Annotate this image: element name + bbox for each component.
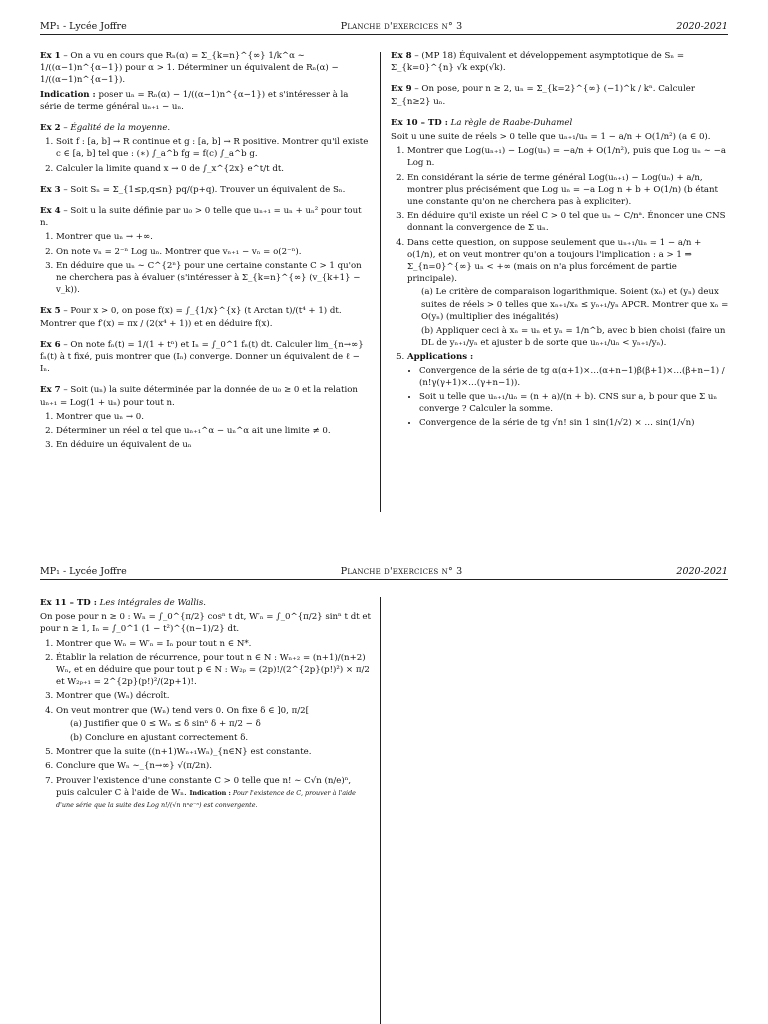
list-item: 2. Établir la relation de récurrence, pour tout n ∈ N : Wₙ₊₂ = (n+1)/(n+2) Wₙ, et en déduire que pour tout p ∈ N : W₂ₚ = (2p)!/(2^{2p}(p!)²) × π/2 et W₂ₚ₊₁ = 2^{2p}(p!)²/(2p+1)!. bbox=[56, 652, 372, 689]
exercise-text: – Soit (uₙ) la suite déterminée par la donnée de u₀ ≥ 0 et la relation uₙ₊₁ = Log(1 + uₙ) pour tout n. bbox=[40, 385, 358, 408]
column-divider bbox=[380, 597, 381, 1024]
list-item: 6. Conclure que Wₙ ∼_{n→∞} √(π/2n). bbox=[56, 760, 372, 772]
exercise-label: Ex 5 bbox=[40, 306, 61, 317]
exercise-title: Les intégrales de Wallis. bbox=[99, 598, 207, 608]
exercise-label: Ex 9 bbox=[391, 84, 412, 95]
list-item: 2. On note vₙ = 2⁻ⁿ Log uₙ. Montrer que vₙ₊₁ − vₙ = o(2⁻ⁿ). bbox=[56, 246, 372, 258]
exercise-title: Égalité de la moyenne. bbox=[70, 123, 171, 134]
left-column bbox=[40, 50, 372, 460]
bullet-item: • Soit u telle que uₙ₊₁/uₙ = (n + a)/(n + b). CNS sur a, b pour que Σ uₙ converge ? Calculer la somme. bbox=[419, 391, 729, 415]
page-header bbox=[40, 563, 728, 580]
page-header bbox=[40, 18, 728, 35]
list-item: 1. Montrer que uₙ → 0. bbox=[56, 411, 372, 423]
list-item: 3. Montrer que (Wₙ) décroît. bbox=[56, 690, 372, 702]
list-item: 2. Déterminer un réel α tel que uₙ₊₁^α − uₙ^α ait une limite ≠ 0. bbox=[56, 425, 372, 437]
column-divider bbox=[380, 52, 381, 512]
list-item: 2. Calculer la limite quand x → 0 de ∫_x^{2x} e^t/t dt. bbox=[56, 163, 372, 175]
exercise-11 bbox=[40, 597, 372, 811]
header-title: Planche d'exercices n° 3 bbox=[340, 21, 463, 32]
exercise-text: – (MP 18) Équivalent et développement asymptotique de Sₙ = Σ_{k=0}^{n} √k exp(√k). bbox=[391, 51, 685, 74]
exercise-label: Ex 7 bbox=[40, 385, 61, 396]
exercise-8 bbox=[391, 50, 729, 74]
worksheet-page-2 bbox=[0, 545, 768, 1024]
exercise-intro: On pose pour n ≥ 0 : Wₙ = ∫_0^{π/2} cosⁿ t dt, W′ₙ = ∫_0^{π/2} sinⁿ t dt et pour n ≥ 1, Iₙ = ∫_0^1 (1 − t²)^{(n−1)/2} dt. bbox=[40, 612, 371, 635]
hint-label: Indication : bbox=[189, 788, 231, 797]
list-item bbox=[56, 705, 372, 745]
exercise-7 bbox=[40, 384, 372, 451]
exercise-4 bbox=[40, 205, 372, 296]
sub-item: (a) Justifier que 0 ≤ Wₙ ≤ δ sinⁿ δ + π/2 − δ bbox=[70, 718, 261, 729]
exercise-label: Ex 10 – TD : bbox=[391, 117, 448, 128]
list-item: 2. En considérant la série de terme général Log(uₙ₊₁) − Log(uₙ) + a/n, montrer plus précisément que Log uₙ = −a Log n + b + O(1/n) (b étant une constante qu'on ne cherchera pas à expliciter). bbox=[407, 172, 729, 209]
list-item-text: Prouver l'existence d'une constante C > 0 telle que n! ∼ C√n (n/e)ⁿ, puis calculer C à l'aide de Wₙ. bbox=[56, 775, 352, 798]
sub-item: (b) Appliquer ceci à xₙ = uₙ et yₙ = 1/n^b, avec b bien choisi (faire un DL de yₙ₊₁/yₙ et ajuster b de sorte que uₙ₊₁/uₙ < yₙ₊₁/yₙ). bbox=[421, 326, 726, 349]
exercise-text: – Soit u la suite définie par u₀ > 0 telle que uₙ₊₁ = uₙ + uₙ² pour tout n. bbox=[40, 206, 362, 229]
header-left: MP₁ - Lycée Joffre bbox=[40, 21, 127, 32]
exercise-label: Ex 6 bbox=[40, 339, 61, 350]
exercise-2: Ex 2 – Égalité de la moyenne. 1. Soit f : [a, b] → R continue et g : [a, b] → R positive. Montrer qu'il existe c ∈ [a, b] tel que : (∗) ∫_a^b fg = f(c) ∫_a^b g. 2. Calculer la limite quand x → 0 de ∫_x^{2x} e^t/t dt. bbox=[40, 122, 372, 175]
list-item bbox=[407, 237, 729, 350]
exercise-3 bbox=[40, 184, 372, 196]
exercise-label: Ex 8 bbox=[391, 51, 412, 61]
exercise-text: – On note fₙ(t) = 1/(1 + tⁿ) et Iₙ = ∫_0^1 fₙ(t) dt. Calculer lim_{n→∞} fₙ(t) à t fixé, puis montrer que (Iₙ) converge. Donner un équivalent de ℓ − Iₙ. bbox=[40, 339, 364, 375]
exercise-title: La règle de Raabe-Duhamel bbox=[450, 117, 573, 128]
exercise-label: Ex 1 bbox=[40, 51, 61, 61]
exercise-5 bbox=[40, 305, 372, 329]
list-item-text: On veut montrer que (Wₙ) tend vers 0. On fixe δ ∈ ]0, π/2[ bbox=[56, 705, 309, 716]
hint-label: Indication : bbox=[40, 89, 96, 100]
list-item: 1. Montrer que uₙ → +∞. bbox=[56, 231, 372, 243]
hint-text: poser uₙ = Rₙ(α) − 1/((α−1)n^{α−1}) et s'intéresser à la série de terme général uₙ₊₁ − uₙ. bbox=[40, 89, 349, 112]
list-item-text: Dans cette question, on suppose seulement que uₙ₊₁/uₙ = 1 − a/n + o(1/n), et on veut montrer qu'on a toujours l'implication : a > 1 ⇒ Σ_{n=0}^{∞} uₙ < +∞ (mais on n'a plus forcément de partie principale). bbox=[407, 237, 702, 285]
exercise-10 bbox=[391, 117, 729, 430]
applications-label: Applications : bbox=[407, 352, 474, 363]
list-item: 1. Montrer que Log(uₙ₊₁) − Log(uₙ) = −a/n + O(1/n²), puis que Log uₙ ∼ −a Log n. bbox=[407, 145, 729, 169]
list-item: 3. En déduire que uₙ ∼ C^{2ⁿ} pour une certaine constante C > 1 qu'on ne cherchera pas à évaluer (s'intéresser à Σ_{k=n}^{∞} (v_{k+1} − v_k)). bbox=[56, 260, 372, 297]
list-item bbox=[407, 351, 729, 429]
header-year: 2020-2021 bbox=[676, 566, 728, 577]
bullet-item: • Convergence de la série de tg α(α+1)×…(α+n−1)β(β+1)×…(β+n−1) / (n!γ(γ+1)×…(γ+n−1)). bbox=[419, 365, 729, 389]
left-column bbox=[40, 597, 372, 820]
header-left: MP₁ - Lycée Joffre bbox=[40, 566, 127, 577]
header-title: Planche d'exercices n° 3 bbox=[340, 566, 463, 577]
list-item bbox=[56, 775, 372, 812]
exercise-label: Ex 4 bbox=[40, 206, 61, 217]
list-item: 5. Montrer que la suite ((n+1)Wₙ₊₁Wₙ)_{n∈N} est constante. bbox=[56, 746, 372, 758]
right-column bbox=[391, 50, 729, 439]
exercise-intro: Soit u une suite de réels > 0 telle que uₙ₊₁/uₙ = 1 − a/n + O(1/n²) (a ∈ 0). bbox=[391, 132, 711, 143]
exercise-label: Ex 2 bbox=[40, 123, 61, 134]
exercise-label: Ex 11 – TD : bbox=[40, 598, 97, 608]
list-item: 1. Soit f : [a, b] → R continue et g : [a, b] → R positive. Montrer qu'il existe c ∈ [a, b] tel que : (∗) ∫_a^b fg = f(c) ∫_a^b g. bbox=[56, 136, 372, 160]
sub-item: (a) Le critère de comparaison logarithmique. Soient (xₙ) et (yₙ) deux suites de réels > 0 telles que xₙ₊₁/xₙ ≤ yₙ₊₁/yₙ APCR. Montrer que xₙ = O(yₙ) (multiplier des inégalités) bbox=[421, 287, 729, 322]
sub-item: (b) Conclure en ajustant correctement δ. bbox=[70, 733, 249, 744]
exercise-text: – Soit Sₙ = Σ_{1≤p,q≤n} pq/(p+q). Trouver un équivalent de Sₙ. bbox=[63, 184, 346, 195]
list-item: 1. Montrer que Wₙ = W′ₙ = Iₙ pour tout n ∈ N*. bbox=[56, 638, 372, 650]
list-item: 3. En déduire un équivalent de uₙ bbox=[56, 439, 372, 451]
hint-text: Pour l'existence de C, prouver à l'aide d'une série que la suite des Log n!/(√n nⁿe⁻ⁿ) est convergente. bbox=[56, 788, 356, 810]
bullet-item: • Convergence de la série de tg √n! sin 1 sin(1/√2) × … sin(1/√n) bbox=[419, 417, 729, 429]
exercise-text: – On a vu en cours que Rₙ(α) = Σ_{k=n}^{∞} 1/k^α ∼ 1/((α−1)n^{α−1}) pour α > 1. Déterminer un équivalent de Rₙ(α) − 1/((α−1)n^{α−1}). bbox=[40, 51, 339, 86]
exercise-6 bbox=[40, 339, 372, 376]
header-year: 2020-2021 bbox=[676, 21, 728, 32]
exercise-text: – Pour x > 0, on pose f(x) = ∫_{1/x}^{x} (t Arctan t)/(t⁴ + 1) dt. Montrer que f′(x) = πx / (2(x⁴ + 1)) et en déduire f(x). bbox=[40, 306, 342, 329]
exercise-text: – On pose, pour n ≥ 2, uₙ = Σ_{k=2}^{∞} (−1)^k / kⁿ. Calculer Σ_{n≥2} uₙ. bbox=[391, 84, 695, 107]
exercise-9 bbox=[391, 83, 729, 107]
list-item: 3. En déduire qu'il existe un réel C > 0 tel que uₙ ∼ C/nᵃ. Énoncer une CNS donnant la convergence de Σ uₙ. bbox=[407, 210, 729, 234]
exercise-label: Ex 3 bbox=[40, 184, 61, 195]
exercise-1 bbox=[40, 50, 372, 113]
